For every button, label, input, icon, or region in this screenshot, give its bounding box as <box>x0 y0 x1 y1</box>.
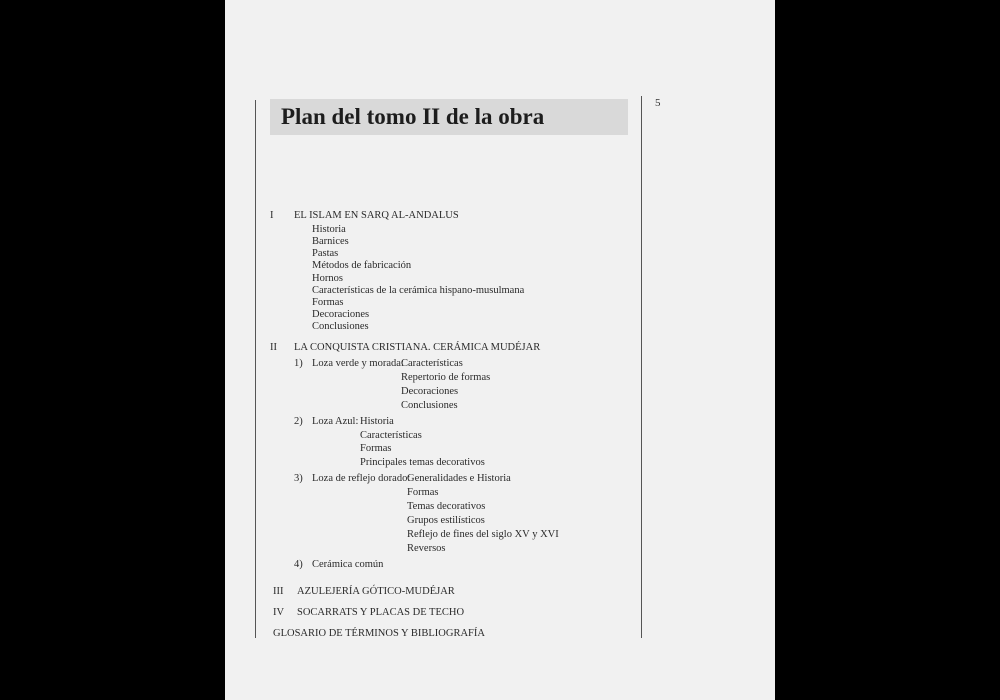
page-title: Plan del tomo II de la obra <box>281 104 545 129</box>
subsection-number: 2) <box>294 416 303 427</box>
toc-entry: Barnices <box>312 236 349 247</box>
toc-entry: Principales temas decorativos <box>360 457 485 468</box>
toc-entry: Hornos <box>312 273 343 284</box>
toc-entry: Temas decorativos <box>407 501 486 512</box>
toc-entry: Historia <box>312 224 346 235</box>
subsection-label: Loza Azul: <box>312 416 359 427</box>
section-numeral: IV <box>273 607 285 618</box>
toc-entry: Historia <box>360 416 394 427</box>
subsection-label: Cerámica común <box>312 559 384 570</box>
subsection-number: 1) <box>294 358 303 369</box>
toc-entry: Reversos <box>407 543 446 554</box>
toc-entry: Formas <box>312 297 344 308</box>
toc-entry: Conclusiones <box>401 400 458 411</box>
section-heading: AZULEJERÍA GÓTICO-MUDÉJAR <box>297 586 455 597</box>
section-numeral: III <box>273 586 284 597</box>
toc-entry: Características de la cerámica hispano-musulmana <box>312 285 525 296</box>
toc-entry: Métodos de fabricación <box>312 260 412 271</box>
section-heading: EL ISLAM EN SARQ AL-ANDALUS <box>294 210 459 221</box>
toc-entry: Características <box>401 358 463 369</box>
section-heading: LA CONQUISTA CRISTIANA. CERÁMICA MUDÉJAR <box>294 342 541 353</box>
toc-entry: Decoraciones <box>401 386 459 397</box>
toc-entry: Pastas <box>312 248 339 259</box>
toc-entry: Características <box>360 430 422 441</box>
left-margin-rule <box>255 100 256 638</box>
subsection-number: 3) <box>294 473 303 484</box>
toc-entry: Formas <box>407 487 439 498</box>
toc-entry: Reflejo de fines del siglo XV y XVI <box>407 529 559 540</box>
toc-entry: Formas <box>360 443 392 454</box>
right-margin-rule <box>641 96 642 638</box>
subsection-label: Loza verde y morada: <box>312 358 404 369</box>
section-heading: SOCARRATS Y PLACAS DE TECHO <box>297 607 465 618</box>
page-number: 5 <box>655 97 661 109</box>
toc-entry: Conclusiones <box>312 321 369 332</box>
subsection-number: 4) <box>294 559 303 570</box>
section-numeral: I <box>270 210 274 221</box>
toc-entry: Decoraciones <box>312 309 370 320</box>
book-page <box>225 0 775 700</box>
toc-entry: Grupos estilísticos <box>407 515 485 526</box>
subsection-label: Loza de reflejo dorado: <box>312 473 411 484</box>
glossary-heading: GLOSARIO DE TÉRMINOS Y BIBLIOGRAFÍA <box>273 628 485 639</box>
section-numeral: II <box>270 342 277 353</box>
toc-entry: Generalidades e Historia <box>407 473 511 484</box>
toc-entry: Repertorio de formas <box>401 372 491 383</box>
